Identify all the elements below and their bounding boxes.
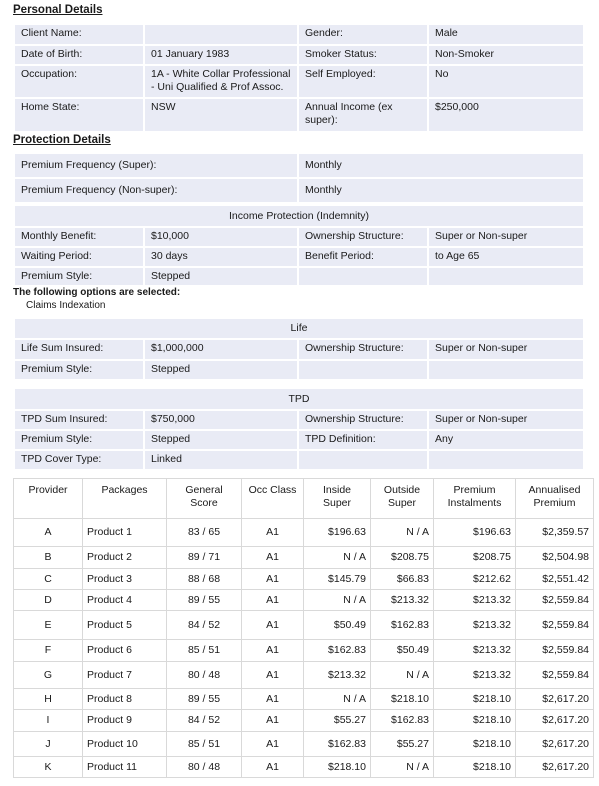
cell-inside-super: N / A [304, 547, 371, 569]
income-protection-heading: Income Protection (Indemnity) [14, 205, 584, 227]
cell-occ-class: A1 [242, 689, 304, 710]
value-occupation: 1A - White Collar Professional - Uni Qualified & Prof Assoc. [144, 65, 298, 98]
personal-row-dob [14, 45, 584, 65]
income-empty-cell [298, 267, 428, 286]
tpd-row-sum-insured [14, 410, 584, 430]
cell-provider: C [14, 569, 83, 590]
cell-outside-super: $208.75 [371, 547, 434, 569]
comparison-row [14, 662, 594, 689]
personal-details-table [13, 23, 585, 133]
cell-outside-super: $162.83 [371, 611, 434, 640]
cell-package: Product 9 [83, 710, 167, 732]
cell-inside-super: $55.27 [304, 710, 371, 732]
comparison-row [14, 732, 594, 757]
label-tpd-definition: TPD Definition: [298, 430, 428, 450]
comparison-row [14, 519, 594, 547]
label-tpd-premium-style: Premium Style: [14, 430, 144, 450]
label-self-employed: Self Employed: [298, 65, 428, 98]
cell-premium-instalments: $213.32 [434, 590, 516, 611]
value-home-state: NSW [144, 98, 298, 132]
cell-premium-instalments: $213.32 [434, 611, 516, 640]
label-tpd-cover-type: TPD Cover Type: [14, 450, 144, 470]
comparison-row [14, 710, 594, 732]
cell-annualised-premium: $2,617.20 [516, 710, 594, 732]
comparison-row [14, 590, 594, 611]
cell-premium-instalments: $218.10 [434, 689, 516, 710]
protection-details-title: Protection Details [13, 134, 111, 146]
tpd-heading-row [14, 388, 584, 410]
cell-outside-super: N / A [371, 519, 434, 547]
cell-inside-super: $145.79 [304, 569, 371, 590]
cell-outside-super: $218.10 [371, 689, 434, 710]
comparison-header-row [14, 479, 594, 519]
cell-provider: I [14, 710, 83, 732]
life-row-sum-insured [14, 339, 584, 360]
life-heading: Life [14, 318, 584, 339]
cell-general-score: 89 / 55 [167, 590, 242, 611]
label-client-name: Client Name: [14, 24, 144, 45]
cell-package: Product 5 [83, 611, 167, 640]
value-tpd-ownership: Super or Non-super [428, 410, 584, 430]
cell-premium-instalments: $196.63 [434, 519, 516, 547]
frequency-row-super [14, 153, 584, 178]
header-premium-instalments: Premium Instalments [434, 479, 516, 519]
income-protection-table [13, 204, 585, 287]
cell-occ-class: A1 [242, 519, 304, 547]
value-tpd-sum-insured: $750,000 [144, 410, 298, 430]
comparison-row [14, 689, 594, 710]
cell-annualised-premium: $2,551.42 [516, 569, 594, 590]
cell-inside-super: $196.63 [304, 519, 371, 547]
label-ip-ownership: Ownership Structure: [298, 227, 428, 247]
cell-general-score: 84 / 52 [167, 710, 242, 732]
value-waiting-period: 30 days [144, 247, 298, 267]
cell-outside-super: $162.83 [371, 710, 434, 732]
value-gender: Male [428, 24, 584, 45]
cell-annualised-premium: $2,559.84 [516, 662, 594, 689]
cell-occ-class: A1 [242, 569, 304, 590]
cell-inside-super: $162.83 [304, 640, 371, 662]
header-outside-super: Outside Super [371, 479, 434, 519]
cell-package: Product 1 [83, 519, 167, 547]
cell-annualised-premium: $2,559.84 [516, 590, 594, 611]
tpd-cover-table [13, 387, 585, 471]
cell-annualised-premium: $2,617.20 [516, 689, 594, 710]
cell-premium-instalments: $213.32 [434, 640, 516, 662]
life-row-premium-style [14, 360, 584, 380]
comparison-row [14, 611, 594, 640]
comparison-row [14, 640, 594, 662]
cell-annualised-premium: $2,617.20 [516, 757, 594, 778]
header-occ-class: Occ Class [242, 479, 304, 519]
cell-premium-instalments: $212.62 [434, 569, 516, 590]
label-annual-income: Annual Income (ex super): [298, 98, 428, 132]
cell-outside-super: N / A [371, 662, 434, 689]
income-protection-heading-row [14, 205, 584, 227]
cell-package: Product 2 [83, 547, 167, 569]
cell-provider: E [14, 611, 83, 640]
cell-package: Product 10 [83, 732, 167, 757]
personal-row-home-state [14, 98, 584, 132]
cell-provider: G [14, 662, 83, 689]
cell-outside-super: $50.49 [371, 640, 434, 662]
cell-inside-super: N / A [304, 590, 371, 611]
value-tpd-premium-style: Stepped [144, 430, 298, 450]
value-life-ownership: Super or Non-super [428, 339, 584, 360]
value-life-sum-insured: $1,000,000 [144, 339, 298, 360]
label-frequency-super: Premium Frequency (Super): [14, 153, 298, 178]
cell-package: Product 8 [83, 689, 167, 710]
value-annual-income: $250,000 [428, 98, 584, 132]
income-row-monthly-benefit [14, 227, 584, 247]
label-life-premium-style: Premium Style: [14, 360, 144, 380]
cell-occ-class: A1 [242, 710, 304, 732]
cell-provider: A [14, 519, 83, 547]
label-life-sum-insured: Life Sum Insured: [14, 339, 144, 360]
label-ip-premium-style: Premium Style: [14, 267, 144, 286]
value-monthly-benefit: $10,000 [144, 227, 298, 247]
cell-provider: F [14, 640, 83, 662]
cell-occ-class: A1 [242, 611, 304, 640]
tpd-empty-cell [298, 450, 428, 470]
value-life-premium-style: Stepped [144, 360, 298, 380]
personal-row-client-name [14, 24, 584, 45]
options-selected-title: The following options are selected: [13, 287, 181, 298]
header-provider: Provider [14, 479, 83, 519]
cell-package: Product 4 [83, 590, 167, 611]
value-benefit-period: to Age 65 [428, 247, 584, 267]
life-cover-table [13, 317, 585, 381]
cell-occ-class: A1 [242, 732, 304, 757]
cell-premium-instalments: $218.10 [434, 757, 516, 778]
cell-occ-class: A1 [242, 547, 304, 569]
cell-occ-class: A1 [242, 640, 304, 662]
tpd-row-cover-type [14, 450, 584, 470]
cell-inside-super: $213.32 [304, 662, 371, 689]
cell-package: Product 11 [83, 757, 167, 778]
life-empty-cell [298, 360, 428, 380]
header-packages: Packages [83, 479, 167, 519]
cell-package: Product 6 [83, 640, 167, 662]
income-row-premium-style [14, 267, 584, 286]
value-tpd-definition: Any [428, 430, 584, 450]
cell-outside-super: $66.83 [371, 569, 434, 590]
cell-inside-super: $50.49 [304, 611, 371, 640]
label-dob: Date of Birth: [14, 45, 144, 65]
cell-annualised-premium: $2,559.84 [516, 640, 594, 662]
value-dob: 01 January 1983 [144, 45, 298, 65]
personal-details-title: Personal Details [13, 4, 103, 16]
cell-occ-class: A1 [242, 590, 304, 611]
value-self-employed: No [428, 65, 584, 98]
cell-outside-super: N / A [371, 757, 434, 778]
cell-outside-super: $213.32 [371, 590, 434, 611]
cell-provider: B [14, 547, 83, 569]
life-heading-row [14, 318, 584, 339]
premium-comparison-table [13, 478, 594, 778]
cell-provider: J [14, 732, 83, 757]
income-empty-cell [428, 267, 584, 286]
cell-inside-super: N / A [304, 689, 371, 710]
cell-inside-super: $162.83 [304, 732, 371, 757]
tpd-empty-cell [428, 450, 584, 470]
cell-premium-instalments: $213.32 [434, 662, 516, 689]
label-smoker-status: Smoker Status: [298, 45, 428, 65]
value-frequency-super: Monthly [298, 153, 584, 178]
cell-package: Product 7 [83, 662, 167, 689]
life-empty-cell [428, 360, 584, 380]
cell-annualised-premium: $2,504.98 [516, 547, 594, 569]
cell-outside-super: $55.27 [371, 732, 434, 757]
label-tpd-sum-insured: TPD Sum Insured: [14, 410, 144, 430]
label-waiting-period: Waiting Period: [14, 247, 144, 267]
cell-premium-instalments: $208.75 [434, 547, 516, 569]
label-home-state: Home State: [14, 98, 144, 132]
tpd-heading: TPD [14, 388, 584, 410]
cell-general-score: 80 / 48 [167, 662, 242, 689]
cell-provider: H [14, 689, 83, 710]
value-smoker-status: Non-Smoker [428, 45, 584, 65]
header-general-score: General Score [167, 479, 242, 519]
label-benefit-period: Benefit Period: [298, 247, 428, 267]
cell-occ-class: A1 [242, 662, 304, 689]
cell-general-score: 84 / 52 [167, 611, 242, 640]
label-gender: Gender: [298, 24, 428, 45]
value-ip-ownership: Super or Non-super [428, 227, 584, 247]
option-claims-indexation: Claims Indexation [26, 300, 106, 311]
cell-general-score: 89 / 71 [167, 547, 242, 569]
cell-premium-instalments: $218.10 [434, 732, 516, 757]
income-row-waiting-period [14, 247, 584, 267]
premium-frequency-table [13, 152, 585, 204]
label-occupation: Occupation: [14, 65, 144, 98]
tpd-row-premium-style [14, 430, 584, 450]
header-annualised-premium: Annualised Premium [516, 479, 594, 519]
cell-premium-instalments: $218.10 [434, 710, 516, 732]
label-tpd-ownership: Ownership Structure: [298, 410, 428, 430]
cell-general-score: 80 / 48 [167, 757, 242, 778]
personal-row-occupation [14, 65, 584, 98]
cell-general-score: 88 / 68 [167, 569, 242, 590]
label-frequency-non-super: Premium Frequency (Non-super): [14, 178, 298, 203]
cell-provider: D [14, 590, 83, 611]
cell-annualised-premium: $2,359.57 [516, 519, 594, 547]
cell-provider: K [14, 757, 83, 778]
cell-inside-super: $218.10 [304, 757, 371, 778]
cell-annualised-premium: $2,617.20 [516, 732, 594, 757]
cell-package: Product 3 [83, 569, 167, 590]
frequency-row-non-super [14, 178, 584, 203]
value-client-name [144, 24, 298, 45]
cell-general-score: 85 / 51 [167, 732, 242, 757]
cell-general-score: 89 / 55 [167, 689, 242, 710]
cell-occ-class: A1 [242, 757, 304, 778]
cell-general-score: 85 / 51 [167, 640, 242, 662]
comparison-row [14, 569, 594, 590]
header-inside-super: Inside Super [304, 479, 371, 519]
comparison-row [14, 757, 594, 778]
comparison-row [14, 547, 594, 569]
cell-general-score: 83 / 65 [167, 519, 242, 547]
label-monthly-benefit: Monthly Benefit: [14, 227, 144, 247]
value-frequency-non-super: Monthly [298, 178, 584, 203]
value-tpd-cover-type: Linked [144, 450, 298, 470]
cell-annualised-premium: $2,559.84 [516, 611, 594, 640]
label-life-ownership: Ownership Structure: [298, 339, 428, 360]
value-ip-premium-style: Stepped [144, 267, 298, 286]
